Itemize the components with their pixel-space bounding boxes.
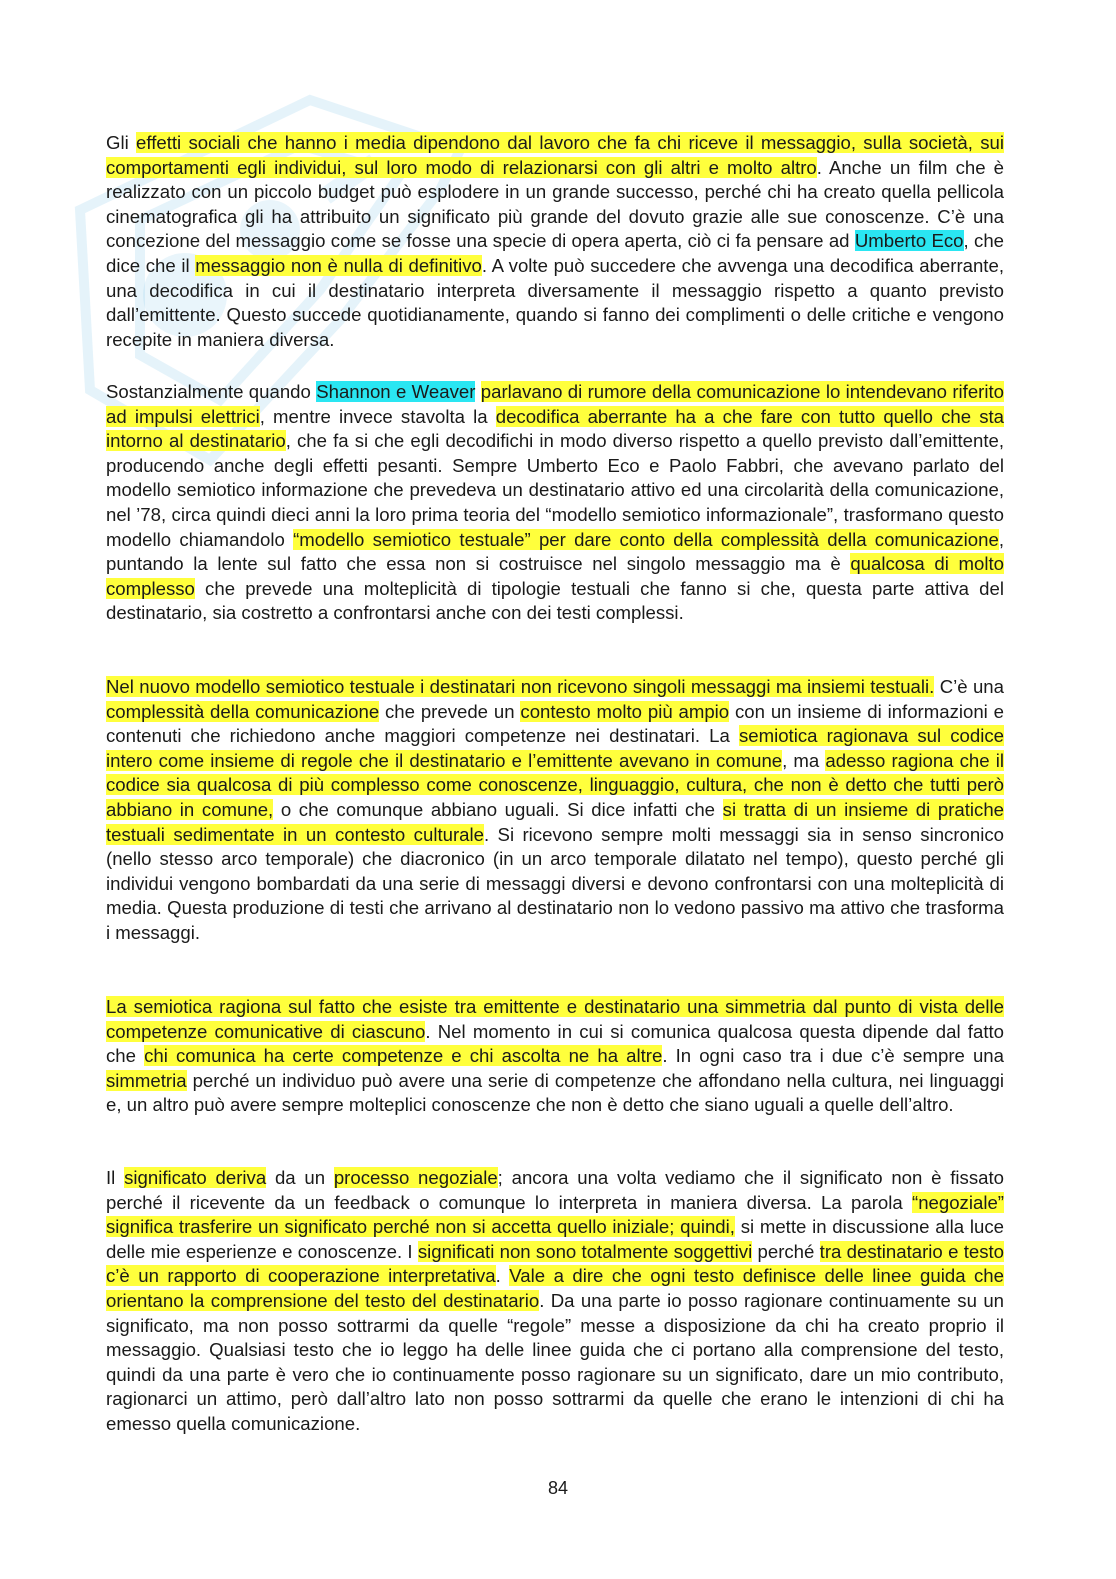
- highlighted-name: Umberto Eco: [854, 230, 964, 252]
- highlighted-text: significato deriva: [124, 1167, 267, 1188]
- text-run: . Si ricevono sempre molti messaggi sia in senso sincronico (nello stesso arco temporale) che diacronico (in un arco temporale dilatato nel tempo), questo perché gli individui vengono bombardati da una serie di messaggi diversi e devono confrontarsi con una molteplicità di media. Questa produzione di testi che arrivano al destinatario non lo vedono passivo ma attivo che trasforma i messaggi.: [106, 823, 1005, 943]
- highlighted-text: significati non sono totalmente soggettivi: [417, 1240, 753, 1262]
- text-run: si mette in discussione alla luce delle mie esperienze e conoscenze. I: [106, 1216, 1004, 1262]
- highlighted-text: “modello semiotico testuale” per dare conto della complessità della comunicazione: [293, 528, 999, 550]
- text-run: C’è una: [934, 676, 1004, 697]
- text-run: . Nel momento in cui si comunica qualcosa questa dipende dal fatto che: [106, 1020, 1004, 1067]
- text-run: , che dice che il: [106, 230, 1005, 276]
- text-run: .: [495, 1265, 510, 1287]
- text-run: Gli: [106, 132, 137, 153]
- paragraph-4: [106, 995, 1004, 1118]
- text-run: Sostanzialmente quando: [106, 381, 317, 402]
- highlighted-text: complessità della comunicazione: [106, 700, 380, 722]
- text-run: ; ancora una volta vediamo che il significato non è fissato perché il ricevente da un feedback o comunque lo interpreta in maniera diversa. La parola: [106, 1167, 1004, 1213]
- highlighted-text: si tratta di un insieme di pratiche testuali sedimentate in un contesto culturale: [106, 798, 1005, 845]
- text-run: . Anche un film che è realizzato con un piccolo budget può esplodere in un grande successo, perché chi ha creato quella pellicola cinematografica gli ha attribuito un significato più grande del dovuto grazie alle sue conoscenze. C’è una concezione del messaggio come se fosse una specie di opera aperta, ciò ci fa pensare ad: [106, 156, 1005, 252]
- paragraph-2: [106, 380, 1004, 626]
- highlighted-text: parlavano di rumore della comunicazione lo intendevano riferito ad impulsi elettrici: [106, 381, 1004, 427]
- highlighted-text: Vale a dire che ogni testo definisce delle linee guida che orientano la comprensione del testo del destinatario: [106, 1265, 1004, 1311]
- text-run: da un: [266, 1167, 334, 1188]
- text-run: [475, 381, 480, 402]
- text-run: che prevede un: [379, 700, 521, 722]
- text-run: con un insieme di informazioni e contenuti che richiedono anche maggiori competenze nei destinatari. La: [106, 700, 1004, 747]
- paragraph-3: [106, 675, 1004, 946]
- text-run: o che comunque abbiano uguali. Si dice infatti che: [273, 798, 723, 820]
- text-run: . Da una parte io posso ragionare continuamente su un significato, ma non posso sottrarmi da quelle “regole” messe a disposizione da chi ha creato proprio il messaggio. Qualsiasi testo che io leggo ha delle linee guida che ci portano alla comprensione del testo, quindi da una parte è vero che io continuamente posso ragionare su un significato, dare un mio contributo, ragionarci un attimo, però dall’altro lato non posso sottrarmi da quelle che erano le intenzioni di chi ha emesso quella comunicazione.: [106, 1289, 1004, 1434]
- highlighted-text: effetti sociali che hanno i media dipendono dal lavoro che fa chi riceve il messaggio, sulla società, sui comportamenti egli individui, sul loro modo di relazionarsi con gli altri e molto altro: [106, 132, 1004, 178]
- page-number: 84: [547, 1478, 569, 1498]
- highlighted-text: simmetria: [106, 1069, 187, 1091]
- highlighted-text: adesso ragiona che il codice sia qualcosa di più complesso come conoscenze, linguaggio, cultura, che non è detto che tutti però abbiano in comune,: [106, 749, 1005, 820]
- highlighted-text: qualcosa di molto complesso: [106, 553, 1005, 599]
- paragraph-5: [106, 1166, 1004, 1437]
- text-run: , che fa si che egli decodifichi in modo diverso rispetto a quello previsto dall’emittente, producendo anche degli effetti pesanti. Sempre Umberto Eco e Paolo Fabbri, che avevano parlato del modello semiotico informazione che prevedeva un destinatario attivo ed una circolarità della comunicazione, nel ’78, circa quindi dieci anni la loro prima teoria del “modello semiotico informazionale”, trasformano questo modello chiamandolo: [106, 430, 1004, 550]
- text-run: Il: [106, 1167, 125, 1188]
- text-run: perché un individuo può avere una serie di competenze che affondano nella cultura, nei linguaggi e, un altro può avere sempre molteplici conoscenze che non è detto che siano uguali a quelle dell’altro.: [106, 1069, 1004, 1116]
- text-run: perché: [752, 1240, 820, 1262]
- highlighted-text: La semiotica ragiona sul fatto che esiste tra emittente e destinatario una simmetria dal punto di vista delle competenze comunicative di ciascuno: [106, 996, 1004, 1042]
- highlighted-text: “negoziale” significa trasferire un significato perché non si accetta quello iniziale; quindi,: [106, 1191, 1004, 1238]
- text-run: , mentre invece stavolta la: [259, 405, 496, 427]
- text-run: . In ogni caso tra i due c’è sempre una: [662, 1045, 1004, 1067]
- highlighted-text: tra destinatario e testo c’è un rapporto di cooperazione interpretativa: [106, 1240, 1005, 1287]
- highlighted-text: chi comunica ha certe competenze e chi ascolta ne ha altre: [144, 1045, 663, 1067]
- paragraph-1: [106, 131, 1004, 352]
- text-run: , ma: [782, 749, 826, 771]
- highlighted-text: processo negoziale: [333, 1167, 498, 1188]
- highlighted-text: messaggio non è nulla di definitivo: [195, 254, 482, 276]
- highlighted-text: decodifica aberrante ha a che fare con tutto quello che sta intorno al destinatario: [106, 405, 1005, 452]
- highlighted-name: Shannon e Weaver: [316, 381, 476, 402]
- text-run: . A volte può succedere che avvenga una decodifica aberrante, una decodifica in cui il destinatario interpreta diversamente il messaggio rispetto a quanto previsto dall’emittente. Questo succede quotidianamente, quando si fanno dei complimenti o delle critiche e vengono recepite in maniera diversa.: [106, 254, 1004, 350]
- highlighted-text: Nel nuovo modello semiotico testuale i destinatari non ricevono singoli messaggi ma insiemi testuali.: [106, 676, 935, 697]
- highlighted-text: contesto molto più ampio: [520, 700, 730, 722]
- highlighted-text: semiotica ragionava sul codice intero come insieme di regole che il destinatario e l’emittente avevano in comune: [106, 725, 1004, 771]
- text-run: , puntando la lente sul fatto che essa non si costruisce nel singolo messaggio ma è: [106, 528, 1004, 575]
- text-run: che prevede una molteplicità di tipologie testuali che fanno si che, questa parte attiva del destinatario, sia costretto a confrontarsi anche con dei testi complessi.: [106, 577, 1004, 624]
